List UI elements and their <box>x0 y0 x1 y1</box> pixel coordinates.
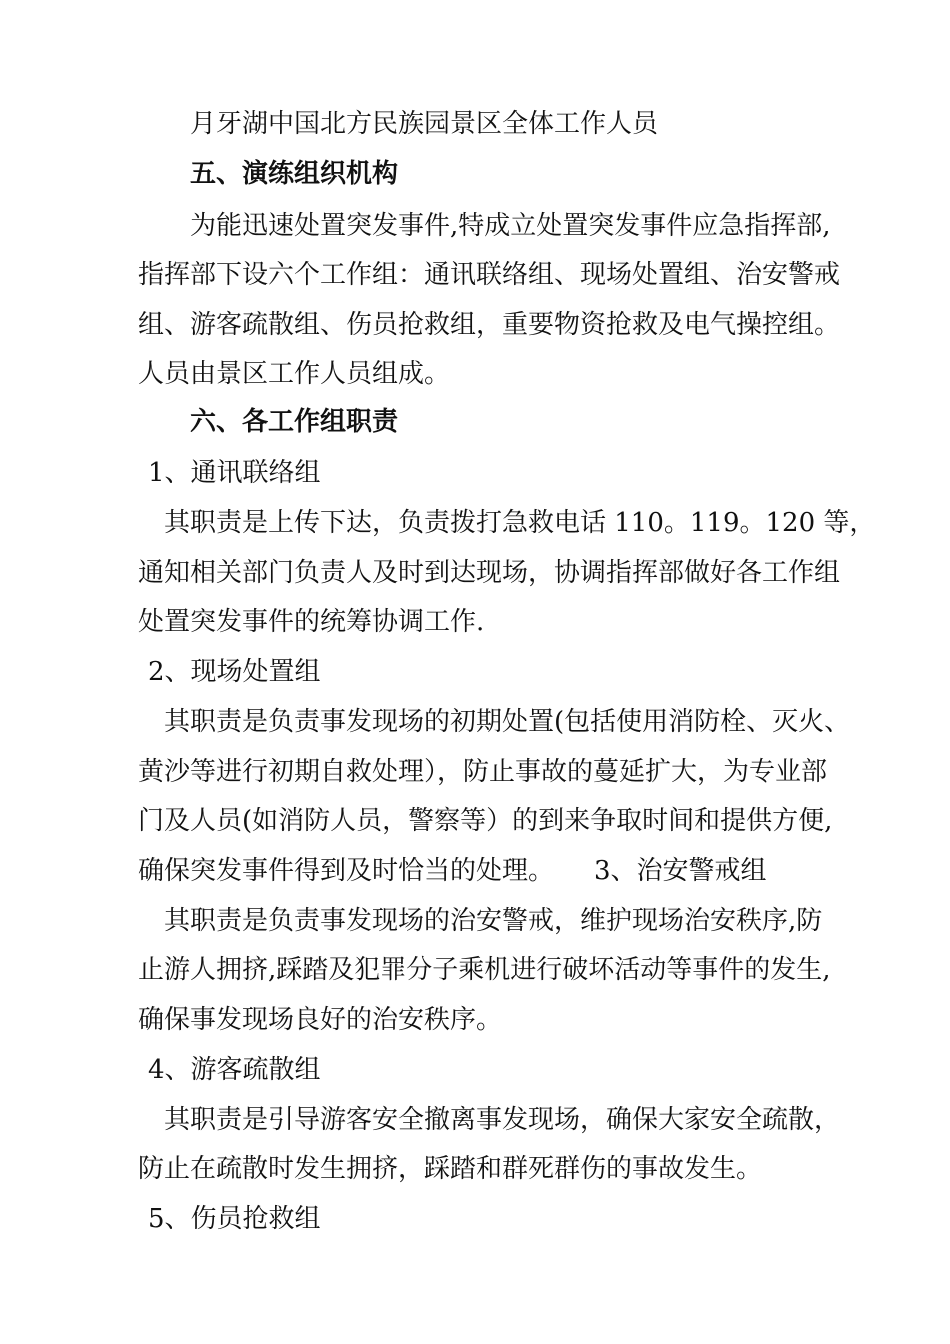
body-text-line: 其职责是上传下达，负责拨打急救电话 110。119。120 等， <box>164 508 876 538</box>
body-text-span: 确保突发事件得到及时恰当的处理。 <box>138 856 555 886</box>
body-text-line: 月牙湖中国北方民族园景区全体工作人员 <box>190 109 659 139</box>
body-text-line: 组、游客疏散组、伤员抢救组，重要物资抢救及电气操控组。 <box>138 310 841 340</box>
subsection-heading: 2、现场处置组 <box>148 657 321 687</box>
body-text-line: 止游人拥挤,踩踏及犯罪分子乘机进行破坏活动等事件的发生, <box>138 955 831 985</box>
body-text-line: 黄沙等进行初期自救处理），防止事故的蔓延扩大，为专业部 <box>138 757 828 787</box>
body-text-line: 确保事发现场良好的治安秩序。 <box>138 1005 503 1035</box>
section-heading: 六、各工作组职责 <box>190 407 399 437</box>
body-text-line <box>138 855 767 887</box>
subsection-heading: 1、通讯联络组 <box>148 458 321 488</box>
body-text-line: 人员由景区工作人员组成。 <box>138 359 451 389</box>
subsection-heading: 4、游客疏散组 <box>148 1055 321 1085</box>
body-text-line: 处置突发事件的统筹协调工作. <box>138 607 485 637</box>
body-text-line: 其职责是负责事发现场的治安警戒，维护现场治安秩序,防 <box>164 906 823 936</box>
body-text-line: 为能迅速处置突发事件,特成立处置突发事件应急指挥部, <box>190 211 831 241</box>
body-text-line: 防止在疏散时发生拥挤，踩踏和群死群伤的事故发生。 <box>138 1154 763 1184</box>
body-text-line: 指挥部下设六个工作组：通讯联络组、现场处置组、治安警戒 <box>138 260 841 290</box>
section-heading: 五、演练组织机构 <box>190 159 399 189</box>
body-text-line: 通知相关部门负责人及时到达现场，协调指挥部做好各工作组 <box>138 558 841 588</box>
body-text-line: 其职责是引导游客安全撤离事发现场，确保大家安全疏散， <box>164 1105 841 1135</box>
subsection-heading: 5、伤员抢救组 <box>148 1204 321 1234</box>
subsection-heading: 3、治安警戒组 <box>594 856 767 886</box>
body-text-line: 门及人员(如消防人员，警察等）的到来争取时间和提供方便, <box>138 806 833 836</box>
body-text-line: 其职责是负责事发现场的初期处置(包括使用消防栓、灭火、 <box>164 707 851 737</box>
